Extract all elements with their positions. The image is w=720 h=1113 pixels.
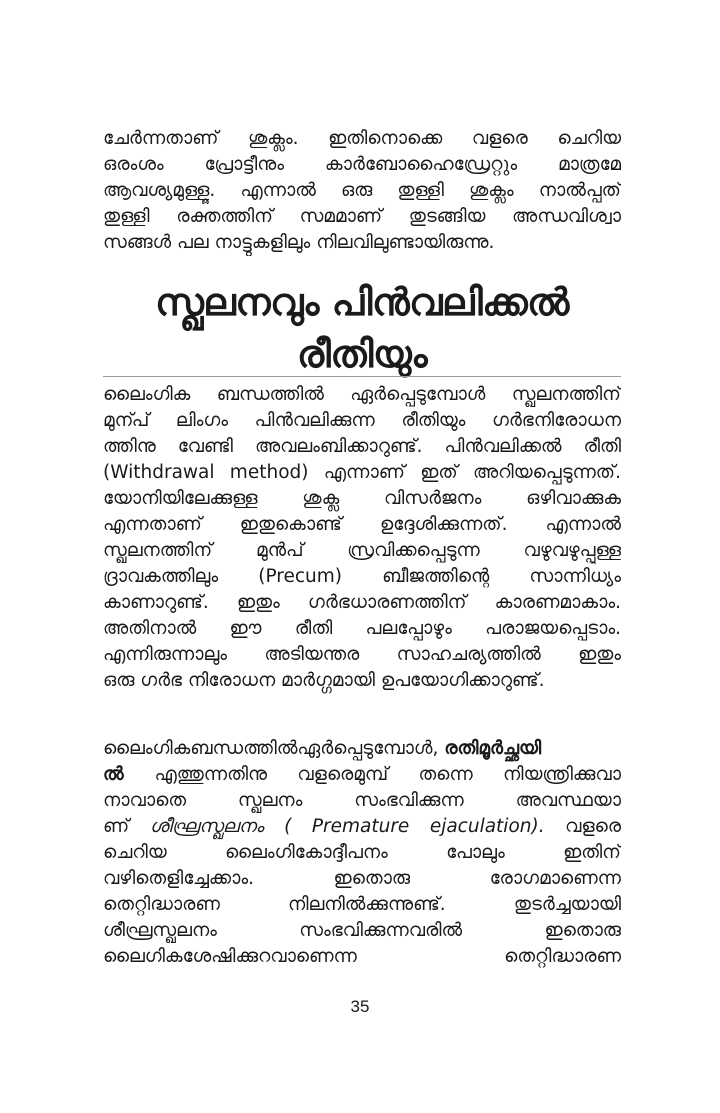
- text-line: സങ്ങൾ പല നാട്ടുകളിലും നിലവിലുണ്ടായിരുന്നു.: [103, 232, 495, 253]
- text-line: ഒരു ഗർഭ നിരോധന മാർഗ്ഗമായി ഉപയോഗിക്കാറുണ്ട്.: [103, 670, 545, 691]
- text-line: [103, 762, 621, 788]
- text-run: എത്തുന്നതിനു വളരെമുമ്പ് തന്നെ നിയന്ത്രിക്കുവാ: [154, 764, 621, 785]
- heading-divider: [103, 376, 621, 377]
- text-line: (Withdrawal method) എന്നാണ് ഇത് അറിയപ്പെടുന്നത്.: [103, 462, 621, 483]
- italic-term: ശീഘ്രസ്ഖലനം ( Premature ejaculation).: [149, 816, 545, 837]
- text-line: അതിനാൽ ഈ രീതി പലപ്പോഴും പരാജയപ്പെടാം.: [103, 618, 621, 639]
- text-line: എന്നതാണ് ഇതുകൊണ്ട് ഉദ്ദേശിക്കുന്നത്. എന്നാൽ: [103, 514, 621, 535]
- text-line: യോനിയിലേക്കുള്ള ശുക്ല വിസർജനം ഒഴിവാക്കുക: [103, 488, 621, 509]
- text-line: [103, 736, 621, 762]
- text-line: ചെറിയ ലൈംഗികോദ്ദീപനം പോലും ഇതിന്: [103, 842, 621, 863]
- text-line: ആവശ്യമുള്ളൂ. എന്നാൽ ഒരു തുള്ളി ശുക്ലം നാൽപ്പത്: [103, 180, 621, 201]
- text-line: സ്ഖലനത്തിന് മുൻപ് സ്രവിക്കപ്പെടുന്ന വഴുവഴുപ്പുള്ള: [103, 540, 621, 561]
- text-line: കാണാറുണ്ട്. ഇതും ഗർഭധാരണത്തിന് കാരണമാകാം.: [103, 592, 621, 613]
- text-line: ത്തിനു വേണ്ടി അവലംബിക്കാറുണ്ട്. പിൻവലിക്കൽ രീതി: [103, 436, 621, 457]
- paragraph-withdrawal: [103, 382, 621, 694]
- text-run: ണ്: [103, 816, 150, 837]
- text-line: വഴിതെളിച്ചേക്കാം. ഇതൊരു രോഗമാണെന്ന: [103, 868, 621, 889]
- page-number: 35: [350, 997, 370, 1016]
- section-heading: [103, 276, 621, 380]
- text-run: വളരെ: [544, 816, 621, 837]
- text-line: ലൈംഗിക ബന്ധത്തിൽ ഏർപ്പെടുമ്പോൾ സ്ഖലനത്തിന്: [103, 384, 621, 405]
- text-line: തുള്ളി രക്തത്തിന് സമമാണ് തുടങ്ങിയ അന്ധവിശ്വാ: [103, 206, 621, 227]
- text-line: ലൈഗികശേഷിക്കുറവാണെന്ന തെറ്റിദ്ധാരണ: [103, 946, 621, 967]
- heading-line-1: സ്ഖലനവും പിൻവലിക്കൽ: [155, 280, 569, 324]
- text-line: ശീഘ്രസ്ഖലനം സംഭവിക്കുന്നവരിൽ ഇതൊരു: [103, 920, 621, 941]
- text-line: ഒരംശം പ്രോട്ടീനും കാർബോഹൈഡ്രേറ്റും മാത്രമേ: [103, 154, 621, 175]
- text-line: ദ്രാവകത്തിലും (Precum) ബീജത്തിന്റെ സാന്നിധ്യം: [103, 566, 621, 587]
- text-line: തെറ്റിദ്ധാരണ നിലനിൽക്കുന്നുണ്ട്. തുടർച്ചയായി: [103, 894, 621, 915]
- text-line: എന്നിരുന്നാലും അടിയന്തര സാഹചര്യത്തിൽ ഇതും: [103, 644, 621, 665]
- paragraph-premature: [103, 736, 621, 970]
- text-line: നാവാതെ സ്ഖലനം സംഭവിക്കുന്ന അവസ്ഥയാ: [103, 790, 621, 811]
- heading-line-2: രീതിയും: [296, 332, 428, 376]
- bold-term: ൽ: [103, 764, 155, 785]
- text-run: ലൈംഗികബന്ധത്തിൽഏർപ്പെടുമ്പോൾ,: [103, 738, 445, 759]
- text-line: മുന്പ് ലിംഗം പിൻവലിക്കുന്ന രീതിയും ഗർഭനിരോധന: [103, 410, 621, 431]
- text-line: [103, 814, 621, 840]
- text-line: ചേർന്നതാണ് ശുക്ലം. ഇതിനൊക്കെ വളരെ ചെറിയ: [103, 128, 621, 149]
- bold-term: രതിമൂർച്ഛയി: [444, 738, 542, 759]
- paragraph-intro: [103, 126, 621, 256]
